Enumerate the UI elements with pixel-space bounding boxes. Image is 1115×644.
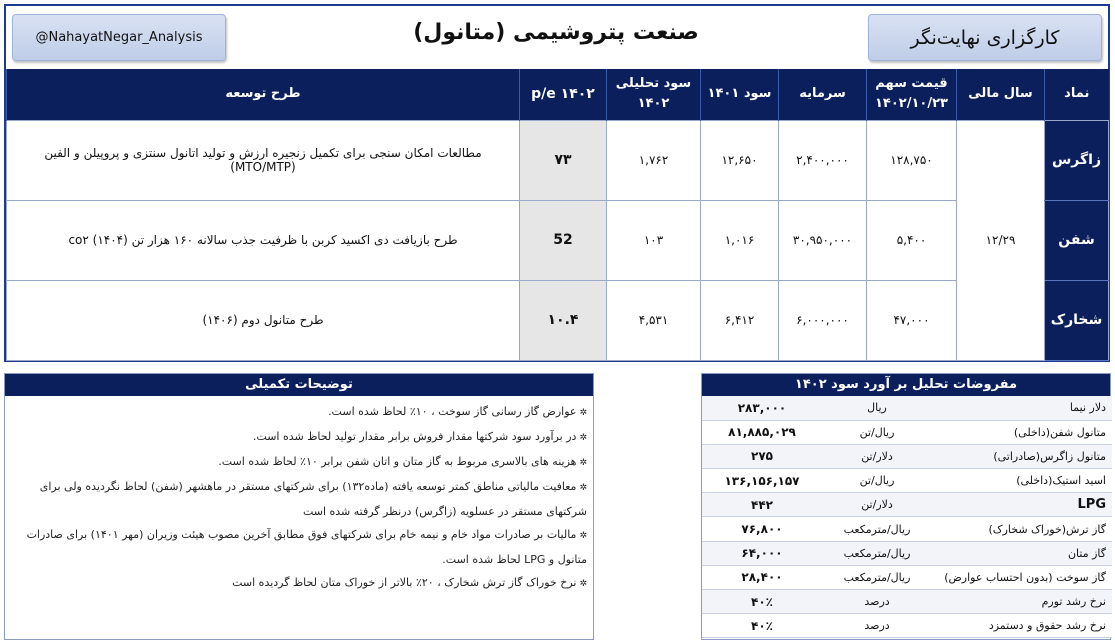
assumption-unit: ریال/تن — [822, 420, 932, 444]
bullet-icon: ✲ — [579, 531, 587, 541]
table-row — [702, 493, 1112, 517]
note-text: در برآورد سود شرکتها مقدار فروش برابر مقدار تولید لحاظ شده است. — [252, 430, 577, 443]
assumption-value: ۲۸,۴۰۰ — [702, 565, 822, 589]
bullet-icon: ✲ — [579, 433, 587, 443]
assumption-name: دلار نیما — [932, 396, 1112, 420]
table-row — [702, 420, 1112, 444]
note-text: هزینه های بالاسری مربوط به گاز متان و اتان شفن برابر ۱۰٪ لحاظ شده است. — [218, 455, 577, 468]
table-row — [7, 120, 1109, 200]
plan-cell: طرح متانول دوم (۱۴۰۶) — [7, 280, 520, 360]
assumptions-table — [702, 396, 1112, 638]
table-row — [702, 565, 1112, 589]
table-row — [702, 541, 1112, 565]
col-header-plan: طرح توسعه — [7, 69, 520, 120]
assumption-unit: درصد — [822, 590, 932, 614]
bullet-icon: ✲ — [579, 458, 587, 468]
assumption-unit: ریال/مترمکعب — [822, 541, 932, 565]
petrochem-summary-panel — [4, 4, 1110, 362]
table-row — [7, 200, 1109, 280]
assumption-name: گاز متان — [932, 541, 1112, 565]
profit-1401-cell: ۶,۴۱۲ — [701, 280, 779, 360]
table-row — [702, 517, 1112, 541]
assumption-name: نرخ رشد تورم — [932, 590, 1112, 614]
table-row — [702, 614, 1112, 638]
page-title: صنعت پتروشیمی (متانول) — [413, 20, 699, 45]
assumption-value: ۴۰٪ — [702, 590, 822, 614]
assumption-unit: ریال/مترمکعب — [822, 565, 932, 589]
channel-handle-box — [12, 14, 226, 61]
assumption-name: اسید استیک(داخلی) — [932, 469, 1112, 493]
fiscal-year-cell: ۱۲/۲۹ — [957, 120, 1045, 360]
assumption-name: گاز ترش(خوراک شخارک) — [932, 517, 1112, 541]
note-text: نرخ خوراک گاز ترش شخارک ، ۲۰٪ بالاتر از خوراک متان لحاظ گردیده است — [232, 576, 577, 589]
supplementary-notes-panel — [4, 373, 594, 640]
bullet-icon: ✲ — [579, 579, 587, 589]
note-text: مالیات بر صادرات مواد خام و نیمه خام برای شرکتهای فوق مطابق آخرین مصوب هیئت وزیران (مهر ۱۴۰۱) برای صادرات متانول و LPG لحاظ شده است. — [26, 528, 587, 566]
assumption-value: ۶۴,۰۰۰ — [702, 541, 822, 565]
assumption-value: ۸۱,۸۸۵,۰۲۹ — [702, 420, 822, 444]
methanol-companies-table — [6, 69, 1109, 361]
assumption-unit: ریال/مترمکعب — [822, 517, 932, 541]
table-header-row — [7, 69, 1109, 120]
list-item — [11, 475, 587, 523]
profit-1401-cell: ۱۲,۶۵۰ — [701, 120, 779, 200]
assumption-name: متانول زاگرس(صادراتی) — [932, 444, 1112, 468]
assumption-value: ۷۶,۸۰۰ — [702, 517, 822, 541]
bullet-icon: ✲ — [579, 483, 587, 493]
plan-cell: مطالعات امکان سنجی برای تکمیل زنجیره ارزش و تولید اتانول سنتزی و پروپیلن و الفین (MTO/MTP) — [7, 120, 520, 200]
col-header-capital: سرمایه — [779, 69, 867, 120]
list-item — [11, 400, 587, 425]
note-text: عوارض گاز رسانی گاز سوخت ، ۱۰٪ لحاظ شده است. — [328, 405, 577, 418]
channel-handle: @NahayatNegar_Analysis — [35, 30, 203, 45]
profit-1402-cell: ۱۰۳ — [607, 200, 701, 280]
assumption-value: ۲۷۵ — [702, 444, 822, 468]
price-cell: ۵,۴۰۰ — [867, 200, 957, 280]
table-row — [702, 469, 1112, 493]
assumption-name: متانول شفن(داخلی) — [932, 420, 1112, 444]
header-banner — [6, 6, 1108, 69]
col-header-profit-1401: سود ۱۴۰۱ — [701, 69, 779, 120]
price-cell: ۴۷,۰۰۰ — [867, 280, 957, 360]
list-item — [11, 523, 587, 571]
profit-1401-cell: ۱,۰۱۶ — [701, 200, 779, 280]
table-row — [702, 590, 1112, 614]
assumption-value: ۲۸۳,۰۰۰ — [702, 396, 822, 420]
list-item — [11, 450, 587, 475]
pe-cell: ۷۳ — [520, 120, 607, 200]
analysis-assumptions-panel — [701, 373, 1111, 640]
assumption-unit: ریال/تن — [822, 469, 932, 493]
assumption-unit: ریال — [822, 396, 932, 420]
col-header-price: قیمت سهم ۱۴۰۲/۱۰/۲۳ — [867, 69, 957, 120]
assumption-name: نرخ رشد حقوق و دستمزد — [932, 614, 1112, 638]
capital-cell: ۲,۴۰۰,۰۰۰ — [779, 120, 867, 200]
capital-cell: ۳۰,۹۵۰,۰۰۰ — [779, 200, 867, 280]
assumption-unit: دلار/تن — [822, 444, 932, 468]
broker-name-box — [868, 14, 1102, 61]
broker-name: کارگزاری نهایت‌نگر — [910, 26, 1060, 49]
price-cell: ۱۲۸,۷۵۰ — [867, 120, 957, 200]
symbol-cell: زاگرس — [1045, 120, 1109, 200]
table-row — [702, 444, 1112, 468]
list-item — [11, 571, 587, 596]
table-row — [702, 396, 1112, 420]
assumptions-title: مفروضات تحلیل بر آورد سود ۱۴۰۲ — [702, 374, 1110, 396]
table-row — [7, 280, 1109, 360]
plan-cell: طرح بازیافت دی اکسید کربن با ظرفیت جذب سالانه ۱۶۰ هزار تن co۲ (۱۴۰۴) — [7, 200, 520, 280]
symbol-cell: شفن — [1045, 200, 1109, 280]
col-header-fiscal-year: سال مالی — [957, 69, 1045, 120]
assumption-name: گاز سوخت (بدون احتساب عوارض) — [932, 565, 1112, 589]
col-header-symbol: نماد — [1045, 69, 1109, 120]
assumption-unit: درصد — [822, 614, 932, 638]
pe-cell: 52 — [520, 200, 607, 280]
assumption-unit: دلار/تن — [822, 493, 932, 517]
profit-1402-cell: ۱,۷۶۲ — [607, 120, 701, 200]
assumption-value: ۱۳۶,۱۵۶,۱۵۷ — [702, 469, 822, 493]
note-text: معافیت مالیاتی مناطق کمتر توسعه یافته (ماده۱۳۲) برای شرکتهای مستقر در ماهشهر (شفن) لحاظ نگردیده ولی برای شرکتهای مستقر در عسلویه (زاگرس) درنظر گرفته شده است — [39, 480, 587, 518]
list-item — [11, 425, 587, 450]
notes-title: توضیحات تکمیلی — [5, 374, 593, 396]
symbol-cell: شخارک — [1045, 280, 1109, 360]
assumption-name: LPG — [932, 493, 1112, 517]
pe-cell: ۱۰.۴ — [520, 280, 607, 360]
capital-cell: ۶,۰۰۰,۰۰۰ — [779, 280, 867, 360]
col-header-pe: p/e ۱۴۰۲ — [520, 69, 607, 120]
col-header-profit-1402: سود تحلیلی ۱۴۰۲ — [607, 69, 701, 120]
assumption-value: ۴۴۲ — [702, 493, 822, 517]
assumption-value: ۴۰٪ — [702, 614, 822, 638]
notes-list — [5, 396, 593, 596]
profit-1402-cell: ۴,۵۳۱ — [607, 280, 701, 360]
bullet-icon: ✲ — [579, 408, 587, 418]
